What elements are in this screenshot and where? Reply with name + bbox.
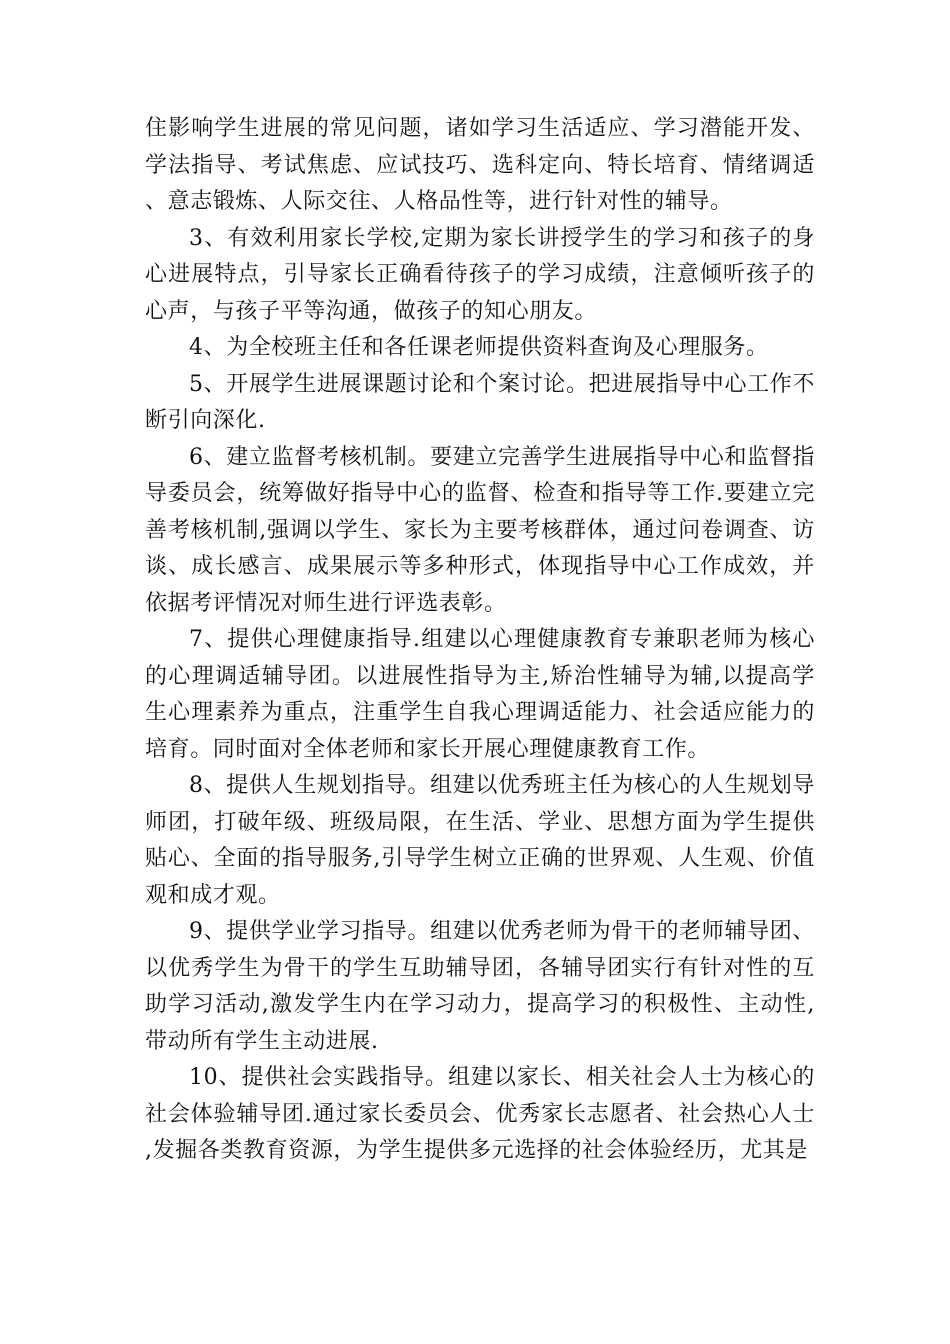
paragraph-item-8: 8、提供人生规划指导。组建以优秀班主任为核心的人生规划导师团，打破年级、班级局限，在生活、学业、思想方面为学生提供贴心、全面的指导服务,引导学生树立正确的世界观、人生观、价值观和成才观。 [145, 773, 815, 908]
paragraph-item-3: 3、有效利用家长学校,定期为家长讲授学生的学习和孩子的身心进展特点，引导家长正确看待孩子的学习成绩，注意倾听孩子的心声，与孩子平等沟通，做孩子的知心朋友。 [145, 225, 815, 324]
paragraph-item-10: 10、提供社会实践指导。组建以家长、相关社会人士为核心的社会体验辅导团.通过家长委员会、优秀家长志愿者、社会热心人士,发掘各类教育资源，为学生提供多元选择的社会体验经历，尤其是 [145, 1065, 815, 1163]
paragraph-item-6: 6、建立监督考核机制。要建立完善学生进展指导中心和监督指导委员会，统筹做好指导中心的监督、检查和指导等工作.要建立完善考核机制,强调以学生、家长为主要考核群体，通过问卷调查、访谈、成长感言、成果展示等多种形式，体现指导中心工作成效，并依据考评情况对师生进行评选表彰。 [145, 444, 815, 616]
paragraph-continued: 住影响学生进展的常见问题，诸如学习生活适应、学习潜能开发、学法指导、考试焦虑、应试技巧、选科定向、特长培育、情绪调适、意志锻炼、人际交往、人格品性等，进行针对性的辅导。 [145, 116, 815, 214]
paragraph-item-5: 5、开展学生进展课题讨论和个案讨论。把进展指导中心工作不断引向深化. [145, 371, 815, 433]
document-body [145, 111, 815, 1170]
paragraph-item-9: 9、提供学业学习指导。组建以优秀老师为骨干的老师辅导团、以优秀学生为骨干的学生互助辅导团，各辅导团实行有针对性的互助学习活动,激发学生内在学习动力，提高学习的积极性、主动性,带动所有学生主动进展. [145, 919, 815, 1054]
paragraph-item-4: 4、为全校班主任和各任课老师提供资料查询及心理服务。 [189, 335, 769, 360]
paragraph-item-7: 7、提供心理健康指导.组建以心理健康教育专兼职老师为核心的心理调适辅导团。以进展性指导为主,矫治性辅导为辅,以提高学生心理素养为重点，注重学生自我心理调适能力、社会适应能力的培育。同时面对全体老师和家长开展心理健康教育工作。 [145, 627, 815, 762]
